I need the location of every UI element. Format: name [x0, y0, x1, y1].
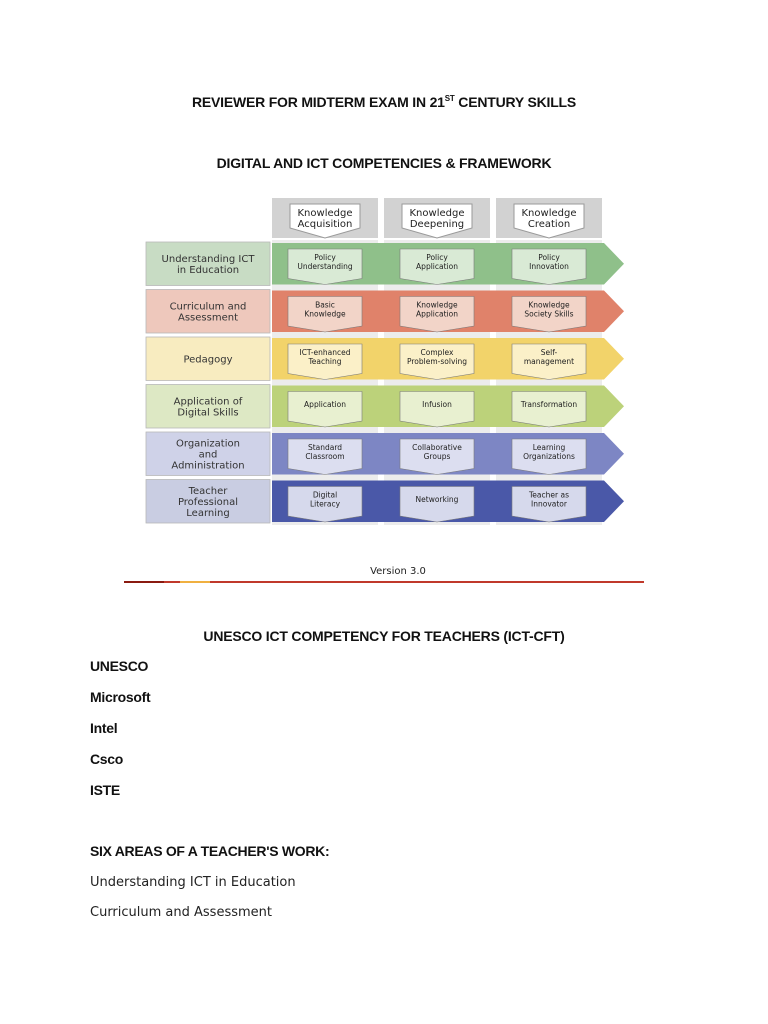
competency-label-line: Teaching: [308, 356, 342, 366]
row-label-line: Administration: [171, 460, 245, 472]
bottom-rule-accent: [180, 581, 210, 583]
row-label-line: Understanding ICT: [161, 253, 255, 265]
organization-item: Csco: [90, 751, 124, 767]
row-label-line: Professional: [177, 496, 239, 508]
organization-list: [90, 657, 150, 812]
competency-label: [422, 400, 452, 409]
competency-label-line: ICT-enhanced: [299, 347, 351, 357]
competency-label: [520, 400, 578, 409]
version-label: Version 3.0: [370, 566, 426, 577]
row-label-line: Organization: [176, 438, 240, 450]
competency-label-line: Standard: [307, 442, 343, 452]
row-label-line: Learning: [186, 507, 230, 519]
competency-label-line: Collaborative: [412, 442, 462, 452]
column-header-label: [522, 208, 577, 230]
competency-label: [305, 443, 344, 461]
competency-label-line: Policy: [426, 252, 448, 262]
document-subtitle: DIGITAL AND ICT COMPETENCIES & FRAMEWORK: [216, 155, 552, 171]
competency-label-line: Application: [416, 261, 458, 271]
framework-diagram: [120, 196, 650, 588]
competency-label-line: Classroom: [305, 451, 345, 461]
document-title: [0, 94, 768, 110]
competency-label-line: management: [523, 356, 575, 366]
competency-label: [310, 490, 341, 508]
competency-cell: [400, 487, 474, 523]
competency-label: [528, 490, 569, 508]
competency-label-line: Basic: [315, 300, 335, 310]
competency-label-line: Literacy: [309, 499, 341, 509]
row-label-line: Teacher: [188, 485, 228, 497]
competency-cell: [400, 392, 474, 428]
column-header-label-line: Deepening: [409, 219, 465, 230]
competency-label-line: Infusion: [422, 399, 452, 409]
organization-item: UNESCO: [90, 658, 149, 674]
competency-label-line: Complex: [420, 347, 454, 357]
competency-label: [524, 300, 573, 318]
competency-label-line: Organizations: [523, 451, 575, 461]
column-header-label-line: Creation: [527, 219, 571, 230]
organization-item: ISTE: [90, 782, 120, 798]
organization-item: Microsoft: [90, 689, 151, 705]
competency-label-line: Teacher as: [529, 490, 569, 500]
row-label-line: and: [198, 449, 218, 461]
competency-label-line: Learning: [532, 442, 566, 452]
column-header-label-line: Knowledge: [409, 208, 465, 219]
row-label: [183, 354, 232, 365]
row-label-line: in Education: [176, 264, 240, 276]
competency-label-line: Society Skills: [524, 309, 574, 319]
competency-label-line: Digital: [312, 490, 338, 500]
competency-label-line: Policy: [314, 252, 336, 262]
column-header-label: [298, 208, 353, 230]
section-heading: UNESCO ICT COMPETENCY FOR TEACHERS (ICT-CFT): [203, 628, 565, 644]
area-item: Curriculum and Assessment: [90, 905, 272, 920]
competency-label-line: Knowledge: [416, 300, 458, 310]
competency-label-line: Application: [304, 399, 346, 409]
competency-label-line: Knowledge: [304, 309, 346, 319]
competency-label: [304, 400, 346, 409]
row-label-line: Pedagogy: [183, 354, 233, 366]
competency-label-line: Policy: [538, 252, 560, 262]
competency-label-line: Application: [416, 309, 458, 319]
competency-cell: [288, 392, 362, 428]
competency-label-line: Groups: [423, 451, 451, 461]
row-label: [174, 396, 243, 418]
area-item: Understanding ICT in Education: [90, 875, 296, 890]
competency-label-line: Transformation: [520, 399, 578, 409]
row-label: [170, 301, 247, 323]
competency-label-line: Knowledge: [528, 300, 570, 310]
column-header-label-line: Knowledge: [521, 208, 577, 219]
row-label-line: Digital Skills: [177, 407, 239, 419]
title-superscript: ST: [444, 94, 455, 103]
competency-label-line: Innovator: [531, 499, 567, 509]
competency-label-line: Understanding: [297, 261, 353, 271]
organization-item: Intel: [90, 720, 118, 736]
title-text-suffix: CENTURY SKILLS: [454, 94, 577, 110]
competency-label: [416, 300, 458, 318]
column-header-label-line: Acquisition: [297, 219, 353, 230]
ict-framework-figure: [120, 196, 650, 588]
areas-heading: SIX AREAS OF A TEACHER'S WORK:: [90, 843, 330, 859]
column-header-label-line: Knowledge: [297, 208, 353, 219]
bottom-rule-accent: [124, 581, 164, 583]
competency-label-line: Self-: [540, 347, 558, 357]
competency-label: [416, 495, 459, 504]
competency-label-line: Networking: [415, 494, 459, 504]
row-label-line: Application of: [173, 396, 243, 408]
competency-label-line: Problem-solving: [407, 356, 467, 366]
competency-label-line: Innovation: [529, 261, 569, 271]
areas-list: [90, 874, 296, 934]
row-label-line: Curriculum and: [169, 301, 247, 313]
competency-cell: [512, 392, 586, 428]
title-text: REVIEWER FOR MIDTERM EXAM IN 21: [191, 94, 445, 110]
column-header-label: [410, 208, 465, 230]
row-label-line: Assessment: [178, 312, 238, 324]
